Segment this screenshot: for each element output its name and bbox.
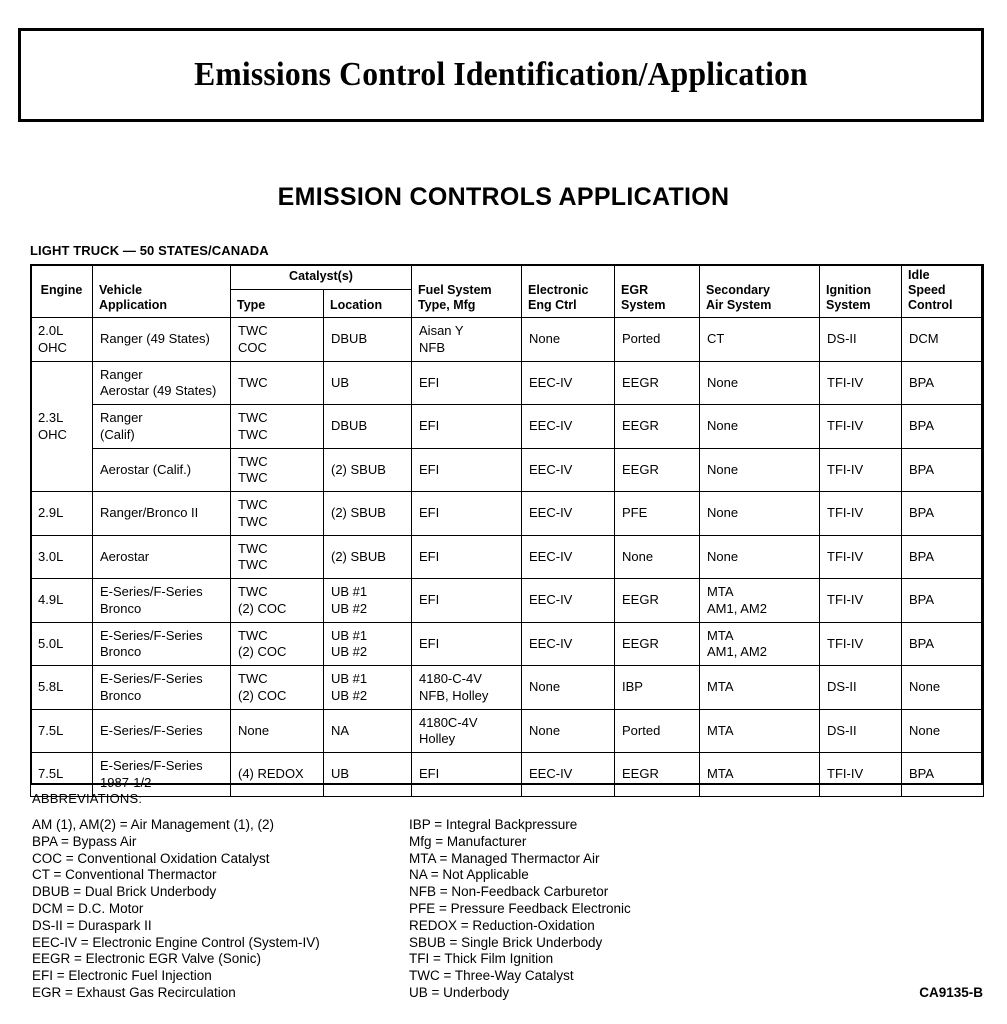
cell-ignition-system: DS-II [820,666,902,710]
abbreviation-item: NFB = Non-Feedback Carburetor [409,884,609,900]
cell-secondary-air-system-line2: AM1, AM2 [707,600,767,616]
cell-catalyst-location-line1: DBUB [331,331,368,347]
cell-vehicle-application [93,405,231,449]
cell-fuel-system-line1: EFI [419,548,440,564]
table-caption: LIGHT TRUCK — 50 STATES/CANADA [30,243,269,258]
cell-vehicle-application [93,448,231,492]
header-secondary-air-system [700,265,820,318]
cell-secondary-air-system-line1: None [707,374,739,390]
cell-catalyst-type [231,579,324,623]
header-vehicle-application [93,265,231,318]
table-row [31,753,984,797]
cell-catalyst-location [324,753,412,797]
cell-secondary-air-system [700,318,820,362]
header-idle-line1: Idle [908,268,930,282]
cell-engine-line2: OHC [38,339,67,355]
cell-idle-speed-control: BPA [902,579,984,623]
cell-vehicle-application-line1: Ranger (49 States) [100,331,210,347]
abbreviation-item: EEGR = Electronic EGR Valve (Sonic) [32,951,261,967]
cell-secondary-air-system [700,405,820,449]
cell-ignition-system: TFI-IV [820,492,902,536]
abbreviation-item: BPA = Bypass Air [32,833,137,849]
table-row [31,622,984,666]
cell-vehicle-application [93,709,231,753]
header-idle-line2: Speed [908,282,946,297]
abbreviations-column-left [32,817,320,1002]
cell-engine [31,709,93,753]
cell-catalyst-type-line2: TWC [238,557,268,572]
header-electronic-line2: Eng Ctrl [528,297,577,312]
abbreviation-item: Mfg = Manufacturer [409,833,527,849]
cell-vehicle-application-line1: E-Series/F-Series [100,722,203,738]
header-catalyst-location: Location [324,289,412,317]
cell-fuel-system [412,579,522,623]
cell-vehicle-application-line1: E-Series/F-Series [100,758,203,774]
cell-catalyst-location [324,448,412,492]
abbreviations-column-right [409,817,631,1002]
cell-vehicle-application [93,622,231,666]
abbreviation-item: PFE = Pressure Feedback Electronic [409,900,631,916]
title-banner [18,28,984,122]
abbreviations-heading: ABBREVIATIONS: [32,791,143,806]
header-idle-line3: Control [908,297,953,312]
header-fuel-system-line2: Type, Mfg [418,297,476,312]
header-vehicle-application-line1: Vehicle [99,282,143,297]
cell-catalyst-type [231,318,324,362]
cell-idle-speed-control: BPA [902,361,984,405]
cell-catalyst-location [324,622,412,666]
cell-catalyst-location-line1: (2) SBUB [331,461,386,477]
table-row [31,318,984,362]
cell-fuel-system [412,622,522,666]
cell-vehicle-application-line1: Ranger/Bronco II [100,505,199,521]
cell-secondary-air-system-line1: MTA [707,766,734,782]
header-ignition-line2: System [826,297,871,312]
cell-fuel-system-line1: EFI [419,418,440,434]
cell-secondary-air-system-line2: AM1, AM2 [707,644,767,659]
cell-engine [31,492,93,536]
cell-secondary-air-system [700,709,820,753]
cell-catalyst-location [324,709,412,753]
cell-fuel-system [412,448,522,492]
cell-catalyst-type-line2: (2) COC [238,600,287,616]
cell-catalyst-type [231,753,324,797]
cell-secondary-air-system [700,361,820,405]
cell-catalyst-location [324,318,412,362]
cell-catalyst-type [231,666,324,710]
cell-vehicle-application-line1: Ranger [100,410,143,426]
cell-ignition-system: TFI-IV [820,361,902,405]
cell-vehicle-application [93,579,231,623]
cell-fuel-system-line1: EFI [419,505,440,521]
cell-secondary-air-system [700,753,820,797]
cell-electronic-eng-ctrl: None [522,318,615,362]
header-egr-system [615,265,700,318]
abbreviation-item: NA = Not Applicable [409,867,529,883]
cell-fuel-system-line1: EFI [419,461,440,477]
header-fuel-system-line1: Fuel System [418,282,492,297]
abbreviation-item: IBP = Integral Backpressure [409,817,578,832]
cell-electronic-eng-ctrl: EEC-IV [522,492,615,536]
cell-vehicle-application-line2: (Calif) [100,426,135,442]
abbreviation-item: AM (1), AM(2) = Air Management (1), (2) [32,817,274,832]
table-row [31,535,984,579]
abbreviation-item: COC = Conventional Oxidation Catalyst [32,850,270,866]
cell-engine-line1: 2.9L [38,505,64,521]
cell-catalyst-location-line2: UB #2 [331,644,368,659]
table-header [31,265,984,318]
cell-vehicle-application [93,361,231,405]
header-secondary-line1: Secondary [706,282,770,297]
cell-vehicle-application-line1: E-Series/F-Series [100,671,203,687]
cell-catalyst-type [231,492,324,536]
emission-controls-table [30,264,984,797]
cell-secondary-air-system [700,535,820,579]
table-header-row-group [31,265,984,290]
header-electronic-line1: Electronic [528,282,589,297]
cell-catalyst-type-line1: TWC [238,410,268,426]
abbreviation-item: UB = Underbody [409,984,510,1000]
cell-engine [31,535,93,579]
cell-engine-line1: 4.9L [38,592,64,608]
cell-catalyst-location-line1: (2) SBUB [331,548,386,564]
cell-catalyst-type [231,535,324,579]
cell-vehicle-application-line1: Ranger [100,366,143,382]
table-row [31,361,984,405]
cell-catalyst-location-line1: UB #1 [331,627,368,643]
cell-engine-line1: 7.5L [38,766,64,782]
cell-catalyst-type-line2: (2) COC [238,644,287,659]
cell-idle-speed-control: None [902,666,984,710]
cell-electronic-eng-ctrl: EEC-IV [522,579,615,623]
cell-egr-system: EEGR [615,405,700,449]
cell-secondary-air-system [700,579,820,623]
cell-fuel-system [412,753,522,797]
cell-engine-line1: 5.0L [38,635,64,651]
cell-fuel-system-line1: 4180C-4V [419,714,478,730]
table-row [31,492,984,536]
abbreviation-item: CT = Conventional Thermactor [32,867,217,883]
cell-egr-system: Ported [615,318,700,362]
cell-secondary-air-system-line1: MTA [707,722,734,738]
abbreviation-item: DS-II = Duraspark II [32,917,152,933]
header-secondary-line2: Air System [706,297,772,312]
cell-catalyst-type-line2: TWC [238,470,268,485]
cell-fuel-system [412,318,522,362]
cell-catalyst-type-line1: TWC [238,453,268,469]
cell-idle-speed-control: BPA [902,622,984,666]
cell-catalyst-location [324,361,412,405]
cell-catalyst-type [231,709,324,753]
cell-catalyst-type-line1: TWC [238,323,268,339]
header-egr-line1: EGR [621,282,649,297]
cell-egr-system: EEGR [615,448,700,492]
document-code: CA9135-B [919,985,983,1000]
cell-idle-speed-control: DCM [902,318,984,362]
cell-idle-speed-control: BPA [902,492,984,536]
header-egr-line2: System [621,297,666,312]
cell-ignition-system: DS-II [820,709,902,753]
cell-catalyst-type-line2: COC [238,339,267,355]
cell-electronic-eng-ctrl: None [522,709,615,753]
cell-electronic-eng-ctrl: None [522,666,615,710]
cell-electronic-eng-ctrl: EEC-IV [522,535,615,579]
cell-secondary-air-system-line1: None [707,461,739,477]
abbreviation-item: DCM = D.C. Motor [32,900,144,916]
cell-secondary-air-system [700,622,820,666]
cell-engine-line1: 5.8L [38,679,64,695]
cell-egr-system: None [615,535,700,579]
table-body [31,318,984,797]
cell-secondary-air-system-line1: MTA [707,679,734,695]
cell-engine-line2: OHC [38,426,67,442]
cell-catalyst-type-line1: (4) REDOX [238,766,304,782]
cell-catalyst-type-line2: TWC [238,513,268,529]
cell-catalyst-location [324,405,412,449]
cell-idle-speed-control: BPA [902,405,984,449]
cell-engine-line1: 7.5L [38,722,64,738]
cell-catalyst-location-line1: DBUB [331,418,368,434]
cell-secondary-air-system-line1: MTA [707,584,734,600]
cell-engine-line1: 2.3L [38,410,64,426]
header-vehicle-application-line2: Application [99,297,168,312]
header-fuel-system [412,265,522,318]
cell-vehicle-application-line2: Aerostar (49 States) [100,383,217,398]
cell-vehicle-application-line2: Bronco [100,644,142,659]
cell-catalyst-type-line1: None [238,722,270,738]
cell-vehicle-application-line1: E-Series/F-Series [100,584,203,600]
cell-vehicle-application [93,492,231,536]
cell-catalyst-location [324,579,412,623]
cell-egr-system: EEGR [615,622,700,666]
cell-electronic-eng-ctrl: EEC-IV [522,361,615,405]
cell-secondary-air-system [700,448,820,492]
abbreviation-item: EFI = Electronic Fuel Injection [32,968,212,984]
cell-secondary-air-system-line1: MTA [707,627,734,643]
cell-fuel-system [412,405,522,449]
cell-secondary-air-system-line1: None [707,548,739,564]
cell-catalyst-location-line2: UB #2 [331,687,368,703]
cell-egr-system: EEGR [615,753,700,797]
cell-egr-system: PFE [615,492,700,536]
cell-fuel-system-line1: EFI [419,374,440,390]
cell-vehicle-application [93,753,231,797]
cell-catalyst-type [231,405,324,449]
cell-fuel-system-line1: EFI [419,635,440,651]
cell-engine [31,753,93,797]
cell-catalyst-location-line1: UB #1 [331,671,368,687]
cell-catalyst-type-line1: TWC [238,671,268,687]
table-row [31,666,984,710]
cell-vehicle-application-line2: Bronco [100,687,142,703]
cell-fuel-system [412,361,522,405]
table-row [31,709,984,753]
cell-catalyst-type [231,622,324,666]
table-row [31,448,984,492]
cell-engine [31,318,93,362]
page-title: Emissions Control Identification/Application [194,56,808,93]
cell-vehicle-application-line1: Aerostar (Calif.) [100,461,192,477]
cell-fuel-system [412,535,522,579]
cell-catalyst-location-line2: UB #2 [331,600,368,616]
cell-catalyst-type-line2: (2) COC [238,687,287,703]
cell-secondary-air-system [700,492,820,536]
header-catalysts-group: Catalyst(s) [231,265,412,290]
cell-ignition-system: TFI-IV [820,622,902,666]
cell-ignition-system: TFI-IV [820,405,902,449]
cell-secondary-air-system-line1: None [707,505,739,521]
cell-catalyst-type [231,448,324,492]
cell-secondary-air-system-line1: CT [707,331,725,347]
abbreviation-item: MTA = Managed Thermactor Air [409,850,600,866]
cell-catalyst-location [324,666,412,710]
cell-engine-line1: 2.0L [38,323,64,339]
header-engine: Engine [31,265,93,318]
cell-ignition-system: TFI-IV [820,448,902,492]
cell-fuel-system-line2: NFB, Holley [419,687,489,703]
abbreviation-item: SBUB = Single Brick Underbody [409,934,603,950]
cell-vehicle-application-line2: Bronco [100,600,142,616]
cell-secondary-air-system [700,666,820,710]
cell-egr-system: Ported [615,709,700,753]
abbreviation-item: DBUB = Dual Brick Underbody [32,884,217,900]
cell-catalyst-type [231,361,324,405]
cell-fuel-system-line2: Holley [419,731,456,746]
cell-engine-line1: 3.0L [38,548,64,564]
cell-vehicle-application [93,666,231,710]
cell-ignition-system: TFI-IV [820,753,902,797]
abbreviation-item: TWC = Three-Way Catalyst [409,968,574,984]
cell-fuel-system-line1: EFI [419,766,440,782]
cell-electronic-eng-ctrl: EEC-IV [522,753,615,797]
cell-egr-system: EEGR [615,361,700,405]
cell-engine [31,361,93,492]
cell-ignition-system: TFI-IV [820,579,902,623]
cell-engine [31,666,93,710]
cell-vehicle-application [93,318,231,362]
cell-vehicle-application-line1: E-Series/F-Series [100,627,203,643]
cell-vehicle-application [93,535,231,579]
cell-idle-speed-control: BPA [902,753,984,797]
abbreviation-item: EGR = Exhaust Gas Recirculation [32,984,236,1000]
table-row [31,405,984,449]
cell-catalyst-location-line1: NA [331,722,350,738]
cell-ignition-system: TFI-IV [820,535,902,579]
cell-fuel-system [412,709,522,753]
cell-engine [31,622,93,666]
cell-catalyst-location-line1: UB [331,766,350,782]
cell-secondary-air-system-line1: None [707,418,739,434]
cell-vehicle-application-line1: Aerostar [100,548,150,564]
cell-engine [31,579,93,623]
cell-catalyst-location-line1: (2) SBUB [331,505,386,521]
cell-idle-speed-control: BPA [902,448,984,492]
header-ignition-system [820,265,902,318]
table-row [31,579,984,623]
cell-fuel-system [412,492,522,536]
cell-electronic-eng-ctrl: EEC-IV [522,622,615,666]
header-catalyst-type: Type [231,289,324,317]
cell-catalyst-type-line2: TWC [238,426,268,442]
abbreviation-item: EEC-IV = Electronic Engine Control (System-IV) [32,934,320,950]
cell-catalyst-location [324,535,412,579]
abbreviation-item: REDOX = Reduction-Oxidation [409,917,595,933]
cell-fuel-system-line2: NFB [419,339,446,355]
cell-vehicle-application-line2: 1987-1/2 [100,774,152,790]
cell-ignition-system: DS-II [820,318,902,362]
abbreviation-item: TFI = Thick Film Ignition [409,951,554,967]
cell-egr-system: IBP [615,666,700,710]
header-electronic-eng-ctrl [522,265,615,318]
cell-catalyst-location-line1: UB #1 [331,584,368,600]
cell-egr-system: EEGR [615,579,700,623]
cell-fuel-system-line1: Aisan Y [419,323,464,339]
cell-catalyst-type-line1: TWC [238,497,268,513]
cell-catalyst-type-line1: TWC [238,374,268,390]
cell-idle-speed-control: None [902,709,984,753]
cell-catalyst-location-line1: UB [331,374,350,390]
cell-fuel-system-line1: EFI [419,592,440,608]
cell-fuel-system-line1: 4180-C-4V [419,671,482,687]
cell-electronic-eng-ctrl: EEC-IV [522,405,615,449]
cell-idle-speed-control: BPA [902,535,984,579]
cell-electronic-eng-ctrl: EEC-IV [522,448,615,492]
section-heading: EMISSION CONTROLS APPLICATION [277,183,730,211]
cell-catalyst-type-line1: TWC [238,540,268,556]
header-ignition-line1: Ignition [826,282,872,297]
cell-fuel-system [412,666,522,710]
cell-catalyst-location [324,492,412,536]
cell-catalyst-type-line1: TWC [238,627,268,643]
cell-catalyst-type-line1: TWC [238,584,268,600]
header-idle-speed-control [902,265,984,318]
